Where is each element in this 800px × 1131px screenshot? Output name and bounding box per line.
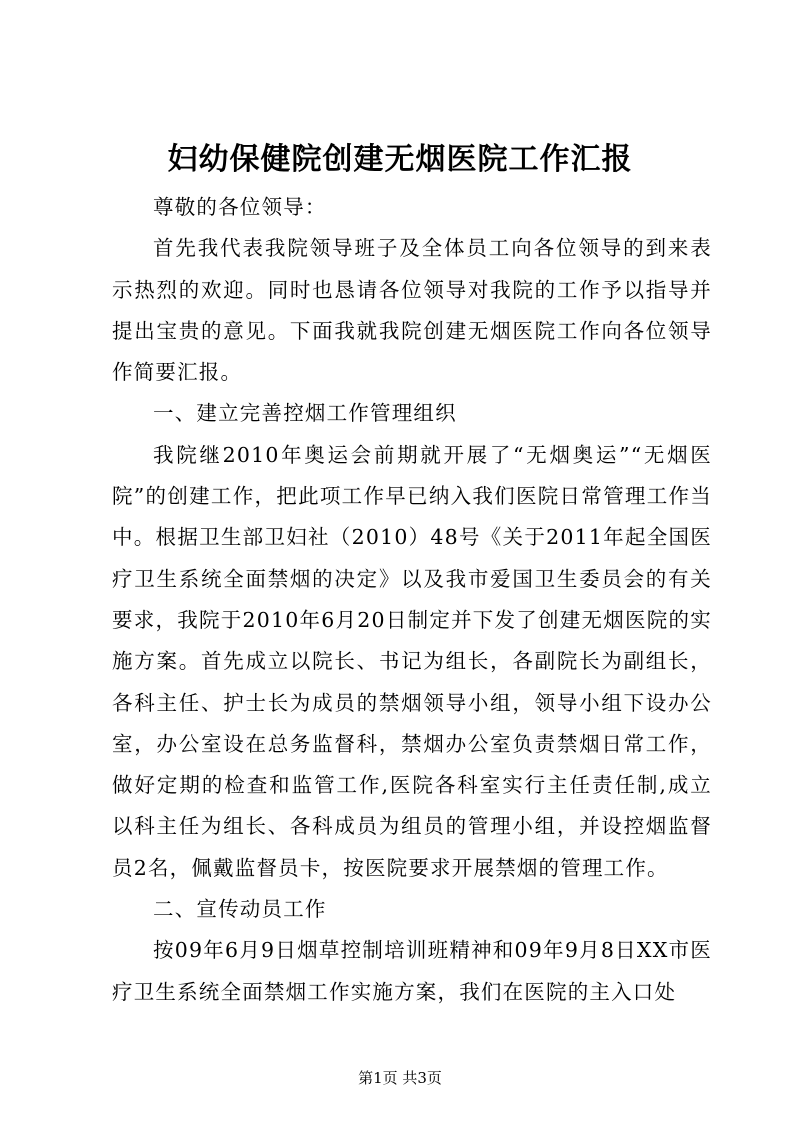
section-heading-1: 一、建立完善控烟工作管理组织 <box>153 401 457 426</box>
section-heading-2: 二、宣传动员工作 <box>153 897 327 922</box>
document-title: 妇幼保健院创建无烟医院工作汇报 <box>167 142 633 177</box>
section-1-paragraph: 我院继2010年奥运会前期就开展了“无烟奥运”“无烟医院”的创建工作，把此项工作早已纳入我们医院日常管理工作当中。根据卫生部卫妇社（2010）48号《关于2011年起全国医疗卫生系统全面禁烟的决定》以及我市爱国卫生委员会的有关要求，我院于2010年6月20日制定并下发了创建无烟医院的实施方案。首先成立以院长、书记为组长，各副院长为副组长，各科主任、护士长为成员的禁烟领导小组，领导小组下设办公室，办公室设在总务监督科，禁烟办公室负责禁烟日常工作，做好定期的检查和监管工作,医院各科室实行主任责任制,成立以科主任为组长、各科成员为组员的管理小组，并设控烟监督员2名，佩戴监督员卡，按医院要求开展禁烟的管理工作。 <box>112 442 712 880</box>
intro-paragraph: 首先我代表我院领导班子及全体员工向各位领导的到来表示热烈的欢迎。同时也恳请各位领导对我院的工作予以指导并提出宝贵的意见。下面我就我院创建无烟医院工作向各位领导作简要汇报。 <box>112 236 712 385</box>
section-2-paragraph: 按09年6月9日烟草控制培训班精神和09年9月8日XX市医疗卫生系统全面禁烟工作实施方案，我们在医院的主入口处 <box>112 938 712 1004</box>
page-footer: 第1页 共3页 <box>358 1069 442 1087</box>
document-body <box>112 187 712 1013</box>
salutation-paragraph: 尊敬的各位领导： <box>153 195 327 219</box>
